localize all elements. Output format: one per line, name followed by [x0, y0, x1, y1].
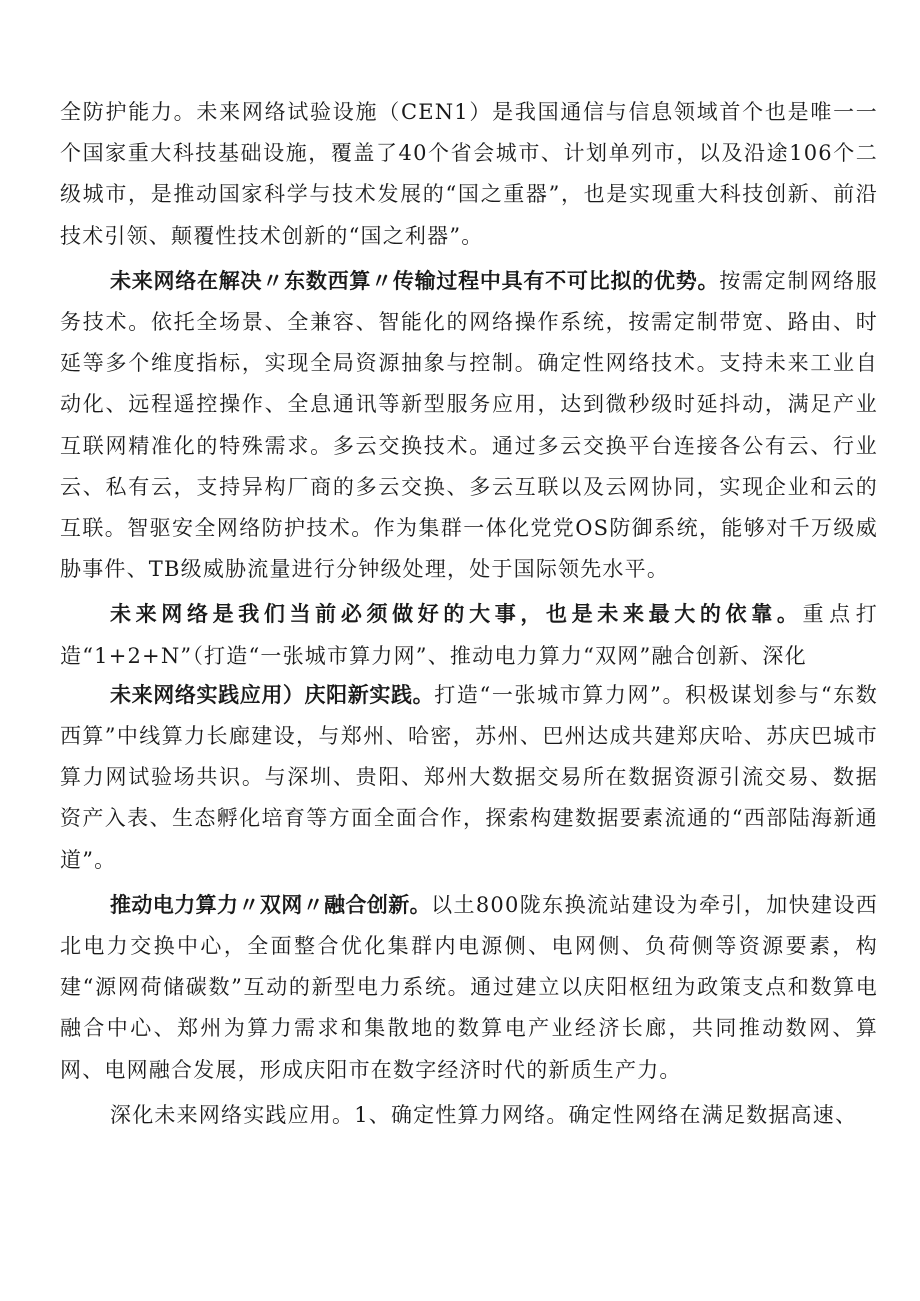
document-page	[60, 92, 878, 1140]
paragraph-text: 以土800陇东换流站建设为牵引，加快建设西北电力交换中心，全面整合优化集群内电源侧、电网侧、负荷侧等资源要素，构建“源网荷储碳数”互动的新型电力系统。通过建立以庆阳枢纽为政策支点和数算电融合中心、郑州为算力需求和集散地的数算电产业经济长廊，共同推动数网、算网、电网融合发展，形成庆阳市在数字经济时代的新质生产力。	[60, 892, 879, 1082]
paragraph-deterministic-network	[60, 1095, 878, 1136]
paragraph-lead-heading: 推动电力算力〃双网〃融合创新。	[110, 892, 432, 917]
paragraph-lead-heading: 未来网络实践应用）庆阳新实践。	[110, 682, 435, 707]
paragraph-lead-heading: 未来网络在解决〃东数西算〃传输过程中具有不可比拟的优势。	[110, 268, 720, 293]
paragraph-dual-network	[60, 885, 878, 1091]
paragraph-text: 打造“一张城市算力网”。积极谋划参与“东数西算”中线算力长廊建设，与郑州、哈密，苏州、巴州达成共建郑庆哈、苏庆巴城市算力网试验场共识。与深圳、贵阳、郑州大数据交易所在数据资源引流交易、数据资产入表、生态孵化培育等方面全面合作，探索构建数据要素流通的“西部陆海新通道”。	[60, 682, 879, 872]
paragraph-text: 深化未来网络实践应用。1、确定性算力网络。确定性网络在满足数据高速、	[110, 1102, 858, 1127]
paragraph-text: 全防护能力。未来网络试验设施（CEN1）是我国通信与信息领域首个也是唯一一个国家重大科技基础设施，覆盖了40个省会城市、计划单列市，以及沿途106个二级城市，是推动国家科学与技术发展的“国之重器”，也是实现重大科技创新、前沿技术引领、颠覆性技术创新的“国之利器”。	[60, 100, 878, 248]
paragraph-network-advantages	[60, 261, 878, 591]
paragraph-text: 重点打造“1+2+N”（打造“一张城市算力网”、推动电力算力“双网”融合创新、深化	[60, 602, 878, 668]
paragraph-lead-heading: 未来网络是我们当前必须做好的大事，也是未来最大的依靠。	[110, 602, 803, 627]
paragraph-qingyang-practice	[60, 675, 878, 881]
paragraph-key-priority	[60, 594, 878, 676]
paragraph-text: 按需定制网络服务技术。依托全场景、全兼容、智能化的网络操作系统，按需定制带宽、路由、时延等多个维度指标，实现全局资源抽象与控制。确定性网络技术。支持未来工业自动化、远程遥控操作、全息通讯等新型服务应用，达到微秒级时延抖动，满足产业互联网精准化的特殊需求。多云交换技术。通过多云交换平台连接各公有云、行业云、私有云，支持异构厂商的多云交换、多云互联以及云网协同，实现企业和云的互联。智驱安全网络防护技术。作为集群一体化党党OS防御系统，能够对千万级威胁事件、TB级威胁流量进行分钟级处理，处于国际领先水平。	[60, 268, 878, 582]
paragraph-cen1-intro	[60, 92, 878, 257]
